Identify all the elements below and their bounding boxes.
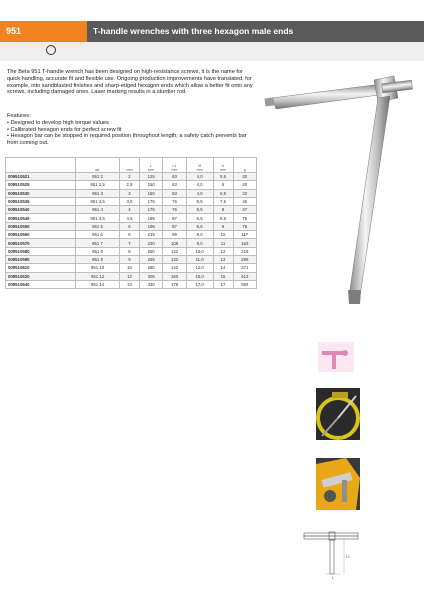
- table-cell: 15: [213, 272, 233, 280]
- table-cell: 4,0: [186, 173, 213, 181]
- table-cell: 87: [163, 222, 186, 230]
- page-title: T-handle wrenches with three hexagon male ends: [87, 21, 424, 42]
- table-cell: 289: [233, 255, 256, 263]
- order-code-cell: 009510580: [6, 247, 76, 255]
- table-cell: 219: [233, 247, 256, 255]
- table-cell: 195: [140, 222, 163, 230]
- table-cell: 5,5: [213, 173, 233, 181]
- table-cell: 8,0: [186, 231, 213, 239]
- table-cell: 14: [213, 264, 233, 272]
- table-cell: 4,5: [119, 214, 139, 222]
- table-row: [6, 231, 257, 239]
- table-row: [6, 222, 257, 230]
- table-header-cell: g: [233, 158, 256, 173]
- table-cell: 4,0: [186, 181, 213, 189]
- table-cell: 76: [163, 206, 186, 214]
- table-cell: 10: [119, 264, 139, 272]
- table-cell: 163: [233, 239, 256, 247]
- table-cell: 17: [213, 280, 233, 288]
- table-cell: 3: [119, 189, 139, 197]
- table-cell: 8,5: [213, 214, 233, 222]
- pink-hand-icon: [318, 342, 354, 372]
- table-cell: 20: [233, 173, 256, 181]
- table-cell: 951 6: [76, 231, 120, 239]
- table-cell: 951 7: [76, 239, 120, 247]
- table-cell: 9: [119, 255, 139, 263]
- order-code-cell: 009510521: [6, 173, 76, 181]
- table-cell: 17,0: [186, 280, 213, 288]
- table-cell: 265: [140, 255, 163, 263]
- table-cell: 15,0: [186, 272, 213, 280]
- table-cell: 5: [119, 222, 139, 230]
- order-code-cell: 009510525: [6, 181, 76, 189]
- table-cell: 13: [213, 255, 233, 263]
- table-cell: 6: [213, 181, 233, 189]
- order-code-cell: 009510610: [6, 264, 76, 272]
- table-cell: 280: [140, 264, 163, 272]
- table-cell: 87: [163, 214, 186, 222]
- table-row: [6, 280, 257, 288]
- table-cell: 951 3: [76, 189, 120, 197]
- table-cell: 122: [163, 247, 186, 255]
- circle-icon: [46, 45, 56, 55]
- table-cell: 8: [119, 247, 139, 255]
- order-code-cell: 009510570: [6, 239, 76, 247]
- table-cell: 46: [233, 197, 256, 205]
- table-cell: 63: [163, 181, 186, 189]
- table-cell: 951 10: [76, 264, 120, 272]
- table-cell: 175: [140, 206, 163, 214]
- table-row: [6, 239, 257, 247]
- order-code-cell: 009510640: [6, 280, 76, 288]
- table-cell: 195: [140, 214, 163, 222]
- table-cell: 330: [140, 280, 163, 288]
- table-row: [6, 173, 257, 181]
- table-row: [6, 189, 257, 197]
- table-cell: 951 4: [76, 206, 120, 214]
- order-code-cell: 009510545: [6, 214, 76, 222]
- table-cell: 160: [163, 272, 186, 280]
- table-cell: 76: [233, 222, 256, 230]
- table-cell: 150: [140, 189, 163, 197]
- table-cell: 6,5: [186, 214, 213, 222]
- table-cell: 8: [213, 206, 233, 214]
- table-row: [6, 214, 257, 222]
- product-code: 951: [0, 21, 87, 42]
- table-cell: 76: [163, 197, 186, 205]
- table-row: [6, 255, 257, 263]
- table-cell: 9: [213, 222, 233, 230]
- table-cell: 63: [163, 173, 186, 181]
- table-cell: 12,0: [186, 264, 213, 272]
- order-code-cell: 009510550: [6, 222, 76, 230]
- table-cell: 250: [140, 247, 163, 255]
- table-cell: 4,0: [186, 189, 213, 197]
- table-header-cell: [6, 158, 76, 173]
- table-cell: 63: [163, 189, 186, 197]
- table-cell: 613: [233, 272, 256, 280]
- table-cell: 884: [233, 280, 256, 288]
- table-cell: 3,5: [119, 197, 139, 205]
- table-cell: 99: [163, 231, 186, 239]
- table-cell: 11: [213, 239, 233, 247]
- table-header-cell: h mm: [213, 158, 233, 173]
- feature-item: • Hexagon bar can be stopped in required position throughout length; a safety catch prevents bar from coming out.: [7, 133, 247, 147]
- table-cell: 2,5: [119, 181, 139, 189]
- table-cell: 9,0: [186, 239, 213, 247]
- spec-table: [5, 157, 257, 289]
- table-cell: 951 9: [76, 255, 120, 263]
- product-description: The Beta 951 T-handle wrench has been designed on high-resistance screws, it is the name for quick handling, accurate fit and flexible use. Ongoing production improvements have translated, for example, into sandblasted finishes and sharp-edged hexagon ends which allow a better fit onto any screws, including damaged ones. Laser marking results in a sturdier rod.: [7, 69, 253, 96]
- table-cell: 951 2,5: [76, 181, 120, 189]
- page-header: [0, 21, 424, 42]
- table-header-cell: mm: [119, 158, 139, 173]
- table-cell: 4: [119, 206, 139, 214]
- table-cell: 6,5: [186, 222, 213, 230]
- order-code-cell: 009510560: [6, 231, 76, 239]
- table-cell: 14: [119, 280, 139, 288]
- table-header-cell: art.: [76, 158, 120, 173]
- table-row: [6, 197, 257, 205]
- table-header-cell: L mm: [140, 158, 163, 173]
- table-cell: 175: [140, 197, 163, 205]
- features-heading: Features:: [7, 113, 31, 119]
- table-cell: 117: [233, 231, 256, 239]
- table-cell: 951 5: [76, 222, 120, 230]
- table-cell: 7: [119, 239, 139, 247]
- feature-item: • Designed to develop high torque values: [7, 119, 109, 126]
- table-cell: 11,0: [186, 255, 213, 263]
- table-row: [6, 181, 257, 189]
- technical-drawing: [296, 528, 376, 580]
- table-header-cell: L1 mm: [163, 158, 186, 173]
- table-cell: 10: [213, 231, 233, 239]
- table-cell: 150: [140, 181, 163, 189]
- table-cell: 230: [140, 239, 163, 247]
- order-code-cell: 009510530: [6, 189, 76, 197]
- table-cell: 142: [163, 264, 186, 272]
- table-cell: 12: [119, 272, 139, 280]
- feature-item: • Calibrated hexagon ends for perfect screw fit: [7, 126, 122, 133]
- table-cell: 6: [119, 231, 139, 239]
- table-cell: 12: [213, 247, 233, 255]
- table-cell: 2: [119, 173, 139, 181]
- bicycle-photo: [316, 388, 360, 440]
- order-code-cell: 009510535: [6, 197, 76, 205]
- table-cell: 951 3,5: [76, 197, 120, 205]
- table-cell: 951 2: [76, 173, 120, 181]
- machine-photo: [316, 458, 360, 510]
- table-cell: 47: [233, 206, 256, 214]
- table-cell: 951 12: [76, 272, 120, 280]
- table-cell: 6,5: [213, 189, 233, 197]
- table-cell: 305: [140, 272, 163, 280]
- table-header-cell: Ø mm: [186, 158, 213, 173]
- header-band: [0, 42, 424, 61]
- dimension-l: L: [332, 576, 334, 580]
- table-cell: 951 8: [76, 247, 120, 255]
- order-code-cell: 009510620: [6, 272, 76, 280]
- order-code-cell: 009510590: [6, 255, 76, 263]
- table-cell: 178: [163, 280, 186, 288]
- table-cell: 371: [233, 264, 256, 272]
- table-row: [6, 264, 257, 272]
- table-cell: 215: [140, 231, 163, 239]
- table-cell: 132: [163, 255, 186, 263]
- order-code-cell: 009510540: [6, 206, 76, 214]
- table-cell: 5,5: [186, 197, 213, 205]
- features-block: [7, 113, 257, 147]
- table-cell: 75: [233, 214, 256, 222]
- table-cell: 10,0: [186, 247, 213, 255]
- table-cell: 7,5: [213, 197, 233, 205]
- table-cell: 951 14: [76, 280, 120, 288]
- table-cell: 109: [163, 239, 186, 247]
- table-row: [6, 247, 257, 255]
- table-cell: 5,5: [186, 206, 213, 214]
- table-cell: 20: [233, 181, 256, 189]
- table-cell: 951 4,5: [76, 214, 120, 222]
- t-wrench-photo: [262, 68, 422, 308]
- dimension-l1: L1: [346, 555, 350, 559]
- table-row: [6, 206, 257, 214]
- table-cell: 22: [233, 189, 256, 197]
- table-cell: 125: [140, 173, 163, 181]
- table-row: [6, 272, 257, 280]
